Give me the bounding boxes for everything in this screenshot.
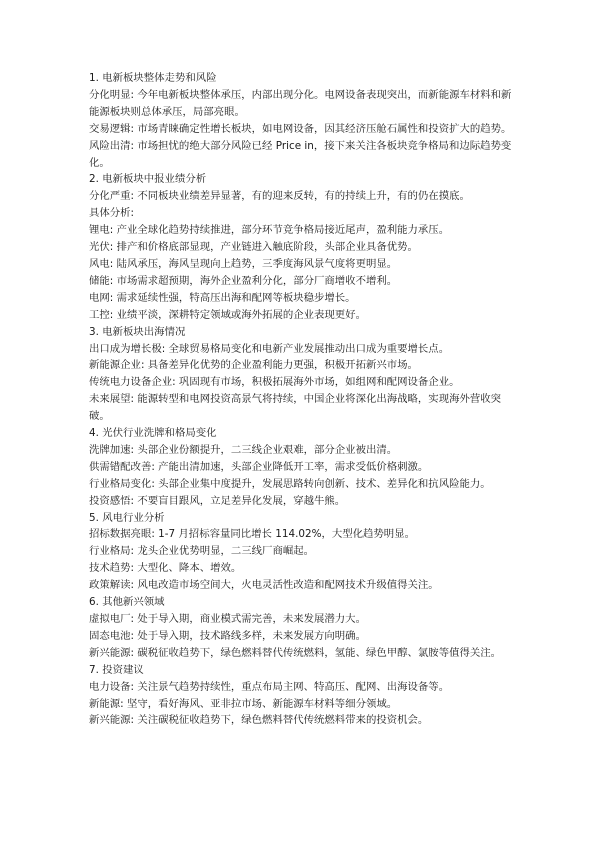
paragraph: 供需错配改善: 产能出清加速，头部企业降低开工率，需求受低价格刺激。 (89, 460, 429, 473)
paragraph: 技术趋势: 大型化、降本、增效。 (89, 562, 242, 575)
paragraph: 新兴能源: 关注碳税征收趋势下，绿色燃料替代传统燃料带来的投资机会。 (89, 714, 429, 727)
paragraph: 固态电池: 处于导入期，技术路线多样，未来发展方向明确。 (89, 629, 366, 642)
paragraph: 洗牌加速: 头部企业份额提升，二三线企业艰难，部分企业被出清。 (89, 443, 398, 456)
section-heading: 6. 其他新兴领域 (89, 596, 165, 609)
paragraph: 虚拟电厂: 处于导入期，商业模式需完善，未来发展潜力大。 (89, 613, 366, 625)
paragraph: 新能源企业: 具备差异化优势的企业盈利能力更强，积极开拓新兴市场。 (89, 359, 418, 372)
paragraph: 新能源: 坚守，看好海风、亚非拉市场、新能源车材料等细分领域。 (89, 697, 398, 710)
paragraph: 新兴能源: 碳税征收趋势下，绿色燃料替代传统燃料，氢能、绿色甲醇、氯胺等值得关注。 (89, 646, 502, 659)
section-heading: 2. 电新板块中报业绩分析 (89, 173, 207, 186)
paragraph: 传统电力设备企业: 巩固现有市场，积极拓展海外市场，如组网和配网设备企业。 (89, 376, 460, 389)
paragraph: 储能: 市场需求超预期，海外企业盈利分化，部分厂商增收不增利。 (89, 274, 398, 287)
section-heading: 7. 投资建议 (89, 663, 144, 676)
section-heading: 3. 电新板块出海情况 (89, 325, 186, 338)
paragraph: 分化严重: 不同板块业绩差异显著，有的迎来反转，有的持续上升，有的仍在摸底。 (89, 190, 470, 203)
paragraph: 风电: 陆风承压，海风呈现向上趋势，三季度海风景气度将更明显。 (89, 257, 398, 270)
paragraph: 招标数据亮眼: 1-7 月招标容量同比增长 114.02%，大型化趋势明显。 (89, 528, 415, 541)
document-body (89, 70, 521, 729)
paragraph: 电网: 需求延续性强，特高压出海和配网等板块稳步增长。 (89, 291, 356, 304)
paragraph: 交易逻辑: 市场青睐确定性增长板块，如电网设备，因其经济压舱石属性和投资扩大的趋势。 (89, 122, 512, 135)
paragraph: 出口成为增长极: 全球贸易格局变化和电新产业发展推动出口成为重要增长点。 (89, 342, 450, 355)
section-heading: 1. 电新板块整体走势和风险 (89, 72, 217, 84)
paragraph: 工控: 业绩平淡，深耕特定领域或海外拓展的企业表现更好。 (89, 308, 366, 321)
paragraph: 锂电: 产业全球化趋势持续推进，部分环节竞争格局接近尾声，盈利能力承压。 (89, 224, 450, 237)
paragraph: 投资感悟: 不要盲目跟风，立足差异化发展，穿越牛熊。 (89, 494, 346, 507)
paragraph: 风险出清: 市场担忧的绝大部分风险已经 Price in，接下来关注各板块竞争格局和边际趋势变化。 (89, 139, 512, 169)
paragraph: 未来展望: 能源转型和电网投资高景气将持续，中国企业将深化出海战略，实现海外营收突破。 (89, 393, 502, 423)
paragraph: 政策解读: 风电改造市场空间大，火电灵活性改造和配网技术升级值得关注。 (89, 579, 439, 592)
paragraph: 行业格局: 龙头企业优势明显，二三线厂商崛起。 (89, 545, 315, 558)
section-heading: 4. 光伏行业洗牌和格局变化 (89, 427, 217, 440)
section-heading: 5. 风电行业分析 (89, 511, 165, 524)
paragraph: 分化明显: 今年电新板块整体承压，内部出现分化。电网设备表现突出，而新能源车材料和新能源板块则总体承压，局部亮眼。 (89, 88, 512, 118)
paragraph: 光伏: 排产和价格底部显现，产业链进入触底阶段，头部企业具备优势。 (89, 241, 418, 254)
paragraph: 电力设备: 关注景气趋势持续性，重点布局主网、特高压、配网、出海设备等。 (89, 680, 450, 693)
paragraph: 行业格局变化: 头部企业集中度提升，发展思路转向创新、技术、差异化和抗风险能力。 (89, 477, 491, 490)
paragraph: 具体分析: (89, 207, 135, 220)
